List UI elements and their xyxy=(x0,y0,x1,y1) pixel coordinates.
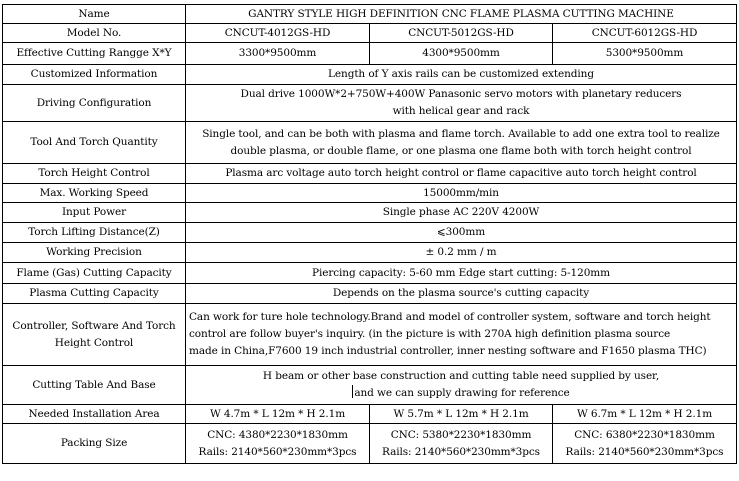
machine-name: GANTRY STYLE HIGH DEFINITION CNC FLAME PLASMA CUTTING MACHINE xyxy=(186,5,737,24)
label-installation: Needed Installation Area xyxy=(3,405,186,424)
row-controller xyxy=(3,304,737,366)
installation-1: W 4.7m * L 12m * H 2.1m xyxy=(186,405,370,424)
cutting-range-2: 4300*9500mm xyxy=(370,43,553,65)
driving-line-1: Dual drive 1000W*2+750W+400W Panasonic servo motors with planetary reducers xyxy=(240,88,682,100)
cutting-range-3: 5300*9500mm xyxy=(553,43,737,65)
label-customized: Customized Information xyxy=(3,65,186,85)
packing-2 xyxy=(370,424,553,464)
label-input-power: Input Power xyxy=(3,203,186,223)
controller-line-1: Can work for ture hole technology.Brand and model of controller system, software and torch height xyxy=(189,311,711,323)
row-precision xyxy=(3,243,737,263)
label-flame-capacity: Flame (Gas) Cutting Capacity xyxy=(3,263,186,284)
packing-2-rails: Rails: 2140*560*230mm*3pcs xyxy=(382,445,540,458)
packing-1-rails: Rails: 2140*560*230mm*3pcs xyxy=(198,445,357,458)
label-packing: Packing Size xyxy=(3,424,186,464)
row-torch-height xyxy=(3,164,737,184)
label-plasma-capacity: Plasma Cutting Capacity xyxy=(3,284,186,304)
label-controller xyxy=(3,304,186,366)
label-tool-torch: Tool And Torch Quantity xyxy=(3,122,186,164)
label-name: Name xyxy=(3,5,186,24)
packing-3-rails: Rails: 2140*560*230mm*3pcs xyxy=(565,445,724,458)
packing-3-cnc: CNC: 6380*2230*1830mm xyxy=(574,428,715,441)
tool-torch-line-2: double plasma, or double flame, or one plasma one flame both with torch height control xyxy=(230,144,692,157)
input-power-value: Single phase AC 220V 4200W xyxy=(186,203,737,223)
label-torch-height: Torch Height Control xyxy=(3,164,186,184)
label-working-speed: Max. Working Speed xyxy=(3,184,186,203)
row-plasma-capacity xyxy=(3,284,737,304)
tool-torch-value xyxy=(186,122,737,164)
row-packing xyxy=(3,424,737,464)
packing-3 xyxy=(553,424,737,464)
cutting-table-value xyxy=(186,366,737,405)
cutting-range-1: 3300*9500mm xyxy=(186,43,370,65)
row-model xyxy=(3,24,737,43)
cutting-table-line-2 xyxy=(188,385,734,402)
label-controller-line-1: Controller, Software And Torch xyxy=(12,319,176,332)
row-cutting-range xyxy=(3,43,737,65)
label-model: Model No. xyxy=(3,24,186,43)
cutting-table-line-2-text: and we can supply drawing for reference xyxy=(354,387,570,399)
label-controller-line-2: Height Control xyxy=(54,336,134,349)
row-working-speed xyxy=(3,184,737,203)
model-3: CNCUT-6012GS-HD xyxy=(553,24,737,43)
label-cutting-table: Cutting Table And Base xyxy=(3,366,186,405)
precision-value: ± 0.2 mm / m xyxy=(186,243,737,263)
torch-height-value: Plasma arc voltage auto torch height control or flame capacitive auto torch height control xyxy=(186,164,737,184)
lifting-value: ⩽300mm xyxy=(186,223,737,243)
tool-torch-line-1: Single tool, and can be both with plasma and flame torch. Available to add one extra tool to realize xyxy=(202,127,720,140)
row-driving xyxy=(3,85,737,122)
packing-1-cnc: CNC: 4380*2230*1830mm xyxy=(207,428,348,441)
installation-3: W 6.7m * L 12m * H 2.1m xyxy=(553,405,737,424)
row-cutting-table xyxy=(3,366,737,405)
model-1: CNCUT-4012GS-HD xyxy=(186,24,370,43)
plasma-capacity-value: Depends on the plasma source's cutting capacity xyxy=(186,284,737,304)
row-tool-torch xyxy=(3,122,737,164)
label-precision: Working Precision xyxy=(3,243,186,263)
driving-line-2: with helical gear and rack xyxy=(392,105,530,117)
label-driving: Driving Configuration xyxy=(3,85,186,122)
flame-capacity-value: Piercing capacity: 5-60 mm Edge start cutting: 5-120mm xyxy=(186,263,737,284)
row-customized xyxy=(3,65,737,85)
row-name xyxy=(3,5,737,24)
controller-line-3: made in China,F7600 19 inch industrial controller, inner nesting software and F1650 plasma THC) xyxy=(189,345,707,357)
row-flame-capacity xyxy=(3,263,737,284)
spec-table xyxy=(2,4,737,464)
customized-value: Length of Y axis rails can be customized extending xyxy=(186,65,737,85)
model-2: CNCUT-5012GS-HD xyxy=(370,24,553,43)
label-lifting: Torch Lifting Distance(Z) xyxy=(3,223,186,243)
cutting-table-line-1: H beam or other base construction and cutting table need supplied by user, xyxy=(262,370,660,382)
controller-line-2: control are follow buyer's inquiry. (in the picture is with 270A high definition plasma source xyxy=(189,328,671,340)
row-input-power xyxy=(3,203,737,223)
installation-2: W 5.7m * L 12m * H 2.1m xyxy=(370,405,553,424)
packing-1 xyxy=(186,424,370,464)
working-speed-value: 15000mm/min xyxy=(186,184,737,203)
driving-value xyxy=(186,85,737,122)
label-cutting-range: Effective Cutting Rangge X*Y xyxy=(3,43,186,65)
packing-2-cnc: CNC: 5380*2230*1830mm xyxy=(390,428,532,441)
controller-value xyxy=(186,304,737,366)
row-lifting xyxy=(3,223,737,243)
row-installation xyxy=(3,405,737,424)
